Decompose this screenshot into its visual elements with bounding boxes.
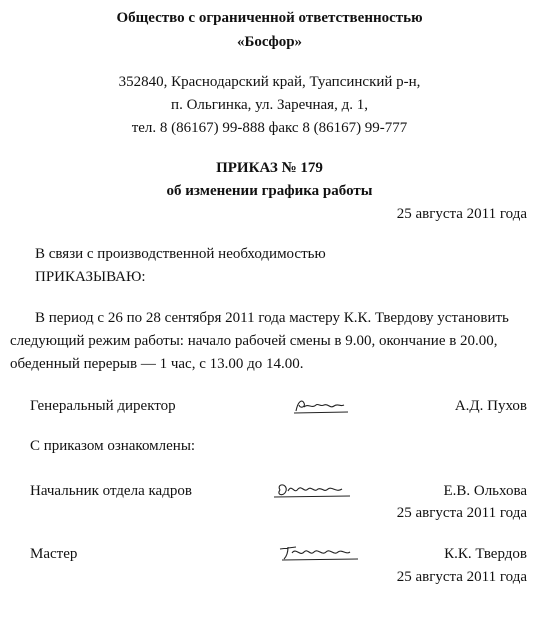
master-role: Мастер <box>30 546 78 562</box>
paragraph-line1: В период с 26 по 28 сентября 2011 года мастеру К.К. Твердову установить <box>35 310 509 326</box>
org-name-line1: Общество с ограниченной ответственностью <box>116 10 423 26</box>
director-name: А.Д. Пухов <box>454 398 527 414</box>
address-line1: 352840, Краснодарский край, Туапсинский р-н, <box>118 74 421 90</box>
command-text: ПРИКАЗЫВАЮ: <box>35 269 146 285</box>
order-subtitle: об изменении графика работы <box>166 183 373 199</box>
hr-name: Е.В. Ольхова <box>443 483 527 499</box>
order-date: 25 августа 2011 года <box>396 206 527 222</box>
address-line2: п. Ольгинка, ул. Заречная, д. 1, <box>171 97 368 113</box>
director-role: Генеральный директор <box>30 398 176 414</box>
acquainted-label: С приказом ознакомлены: <box>30 438 196 454</box>
hr-signature <box>270 479 360 501</box>
paragraph-line2: следующий режим работы: начало рабочей смены в 9.00, окончание в 20.00, <box>10 333 498 349</box>
master-signature <box>276 541 366 563</box>
paragraph-line3: обеденный перерыв — 1 час, с 13.00 до 14.00. <box>10 356 304 372</box>
master-name: К.К. Твердов <box>444 546 527 562</box>
master-date: 25 августа 2011 года <box>396 569 527 585</box>
director-signature <box>290 395 380 417</box>
order-title: ПРИКАЗ № 179 <box>216 160 323 176</box>
address-phone-line: тел. 8 (86167) 99-888 факс 8 (86167) 99-777 <box>131 120 408 136</box>
org-name-line2: «Босфор» <box>236 34 303 50</box>
hr-role: Начальник отдела кадров <box>30 483 192 499</box>
hr-date: 25 августа 2011 года <box>396 505 527 521</box>
intro-text: В связи с производственной необходимостью <box>35 246 326 262</box>
